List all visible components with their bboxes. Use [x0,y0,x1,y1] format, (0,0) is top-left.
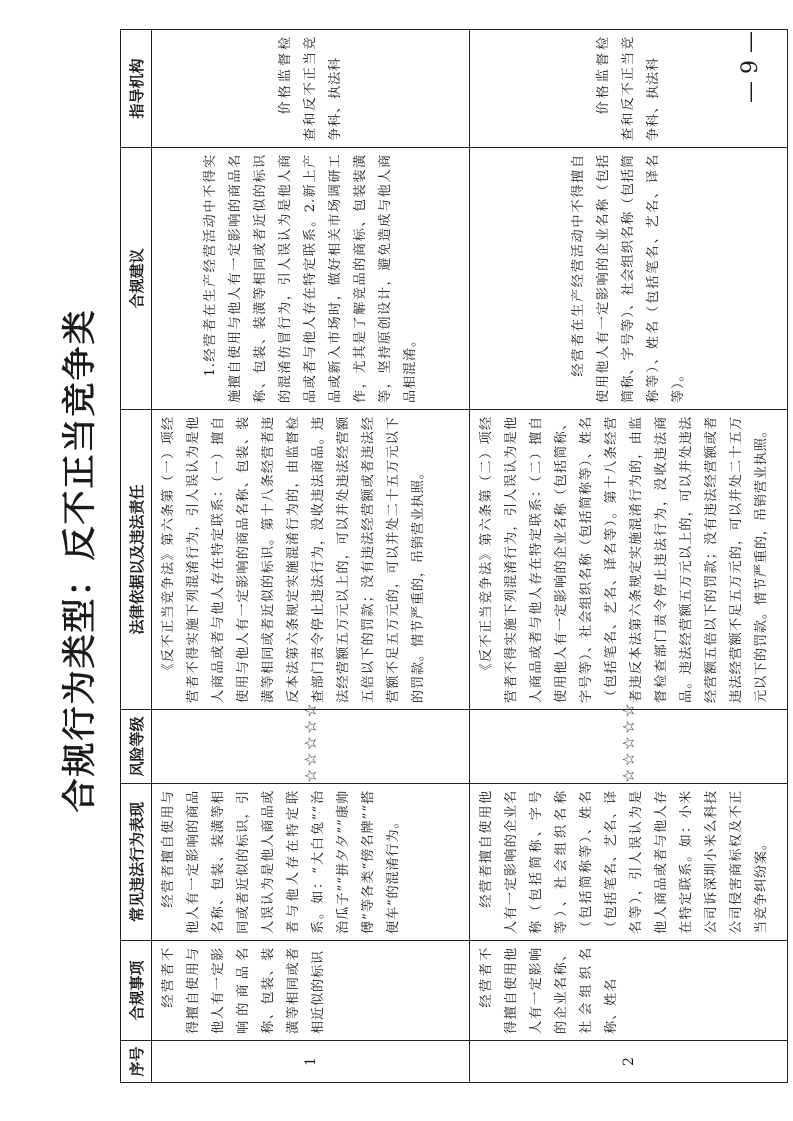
row-agency: 价格监督检查和反不正当竞争科、执法科 [596,36,661,141]
row-behavior: 经营者擅自使用他人有一定影响的企业名称（包括简称、字号等）、社会组织名称（包括简称等）、姓名（包括笔名、艺名、译名等），引人误认为是他人商品或者与他人存在特定联系。如：小米公司诉深圳小米么科技公司侵害商标权及不正当竞争纠纷案。 [479,790,769,934]
row-risk: ☆☆☆☆☆ [152,710,470,784]
header-item: 合规事项 [121,941,152,1041]
row-behavior-cell [152,784,470,941]
header-behavior: 常见违法行为表现 [121,784,152,941]
row-law-cell [470,410,788,710]
header-risk: 风险等级 [121,710,152,784]
row-item-cell [470,941,788,1041]
row-advice-cell [152,148,470,410]
header-advice: 合规建议 [121,148,152,410]
row-behavior-cell [470,784,788,941]
row-risk: ☆☆☆☆☆ [470,710,788,784]
header-law: 法律依据以及违法责任 [121,410,152,710]
table-row [470,30,788,1083]
page-number: — 9 — [738,31,763,103]
header-no: 序号 [121,1041,152,1083]
row-advice: 1.经营者在生产经营活动中不得实施擅自使用与他人有一定影响的商品名称、包装、装潢等相同或者近似的标识的混淆仿冒行为，引人误认为是他人商品或者与他人存在特定联系。2.新上产品或新入市场时，做好相关市场调研工作，尤其是了解竞品的商标、包装装潢等，坚持原创设计，避免造成与他人商品相混淆。 [203,154,418,403]
row-item: 经营者不得擅自使用与他人有一定影响的商品名称、包装、装潢等相同或者相近似的标识 [161,947,326,1034]
page-title: 合规行为类型：反不正当竞争类 [60,308,100,813]
table-header-row [121,30,152,1083]
row-law-cell [152,410,470,710]
header-agency: 指导机构 [121,30,152,148]
row-advice: 经营者在生产经营活动中不得擅自使用他人有一定影响的企业名称（包括简称、字号等）、社会组织名称（包括简称等）、姓名（包括笔名、艺名、译名等）。 [571,154,686,403]
row-number: 2 [470,1041,788,1083]
compliance-table [120,29,788,1083]
row-law: 《反不正当竞争法》第六条第（一）项经营者不得实施下列混淆行为，引人误认为是他人商品或者与他人存在特定联系：（一）擅自使用与他人有一定影响的商品名称、包装、装潢等相同或者近似的标识。第十八条经营者违反本法第六条规定实施混淆行为的，由监督检查部门责令停止违法行为，没收违法商品。违法经营额五万元以上的，可以并处违法经营额五倍以下的罚款；没有违法经营额或者违法经营额不足五万元的，可以并处二十五万元以下的罚款。情节严重的，吊销营业执照。 [161,416,426,703]
row-number: 1 [152,1041,470,1083]
row-law: 《反不正当竞争法》第六条第（二）项经营者不得实施下列混淆行为，引人误认为是他人商品或者与他人存在特定联系：（二）擅自使用他人有一定影响的企业名称（包括简称、字号等）、社会组织名称（包括简称等）、姓名（包括笔名、艺名、译名等）。第十八条经营者违反本法第六条规定实施混淆行为的，由监督检查部门责令停止违法行为，没收违法商品。违法经营额五万元以上的，可以并处违法经营额五倍以下的罚款；没有违法经营额或者违法经营额不足五万元的，可以并处二十五万元以下的罚款。情节严重的，吊销营业执照。 [479,416,769,703]
row-agency: 价格监督检查和反不正当竞争科、执法科 [278,36,343,141]
row-behavior: 经营者擅自使用与他人有一定影响的商品名称、包装、装潢等相同或者近似的标识，引人误认为是他人商品或者与他人存在特定联系。如：“大白兔”“治治瓜子”“拼夕夕”“康帅傅”等各类“傍名牌”“搭便车”的混淆行为。 [161,790,401,934]
row-agency-cell [152,30,470,148]
row-advice-cell [470,148,788,410]
row-item: 经营者不得擅自使用他人有一定影响的企业名称、社会组织名称、姓名 [479,947,619,1034]
row-item-cell [152,941,470,1041]
table-row [152,30,470,1083]
